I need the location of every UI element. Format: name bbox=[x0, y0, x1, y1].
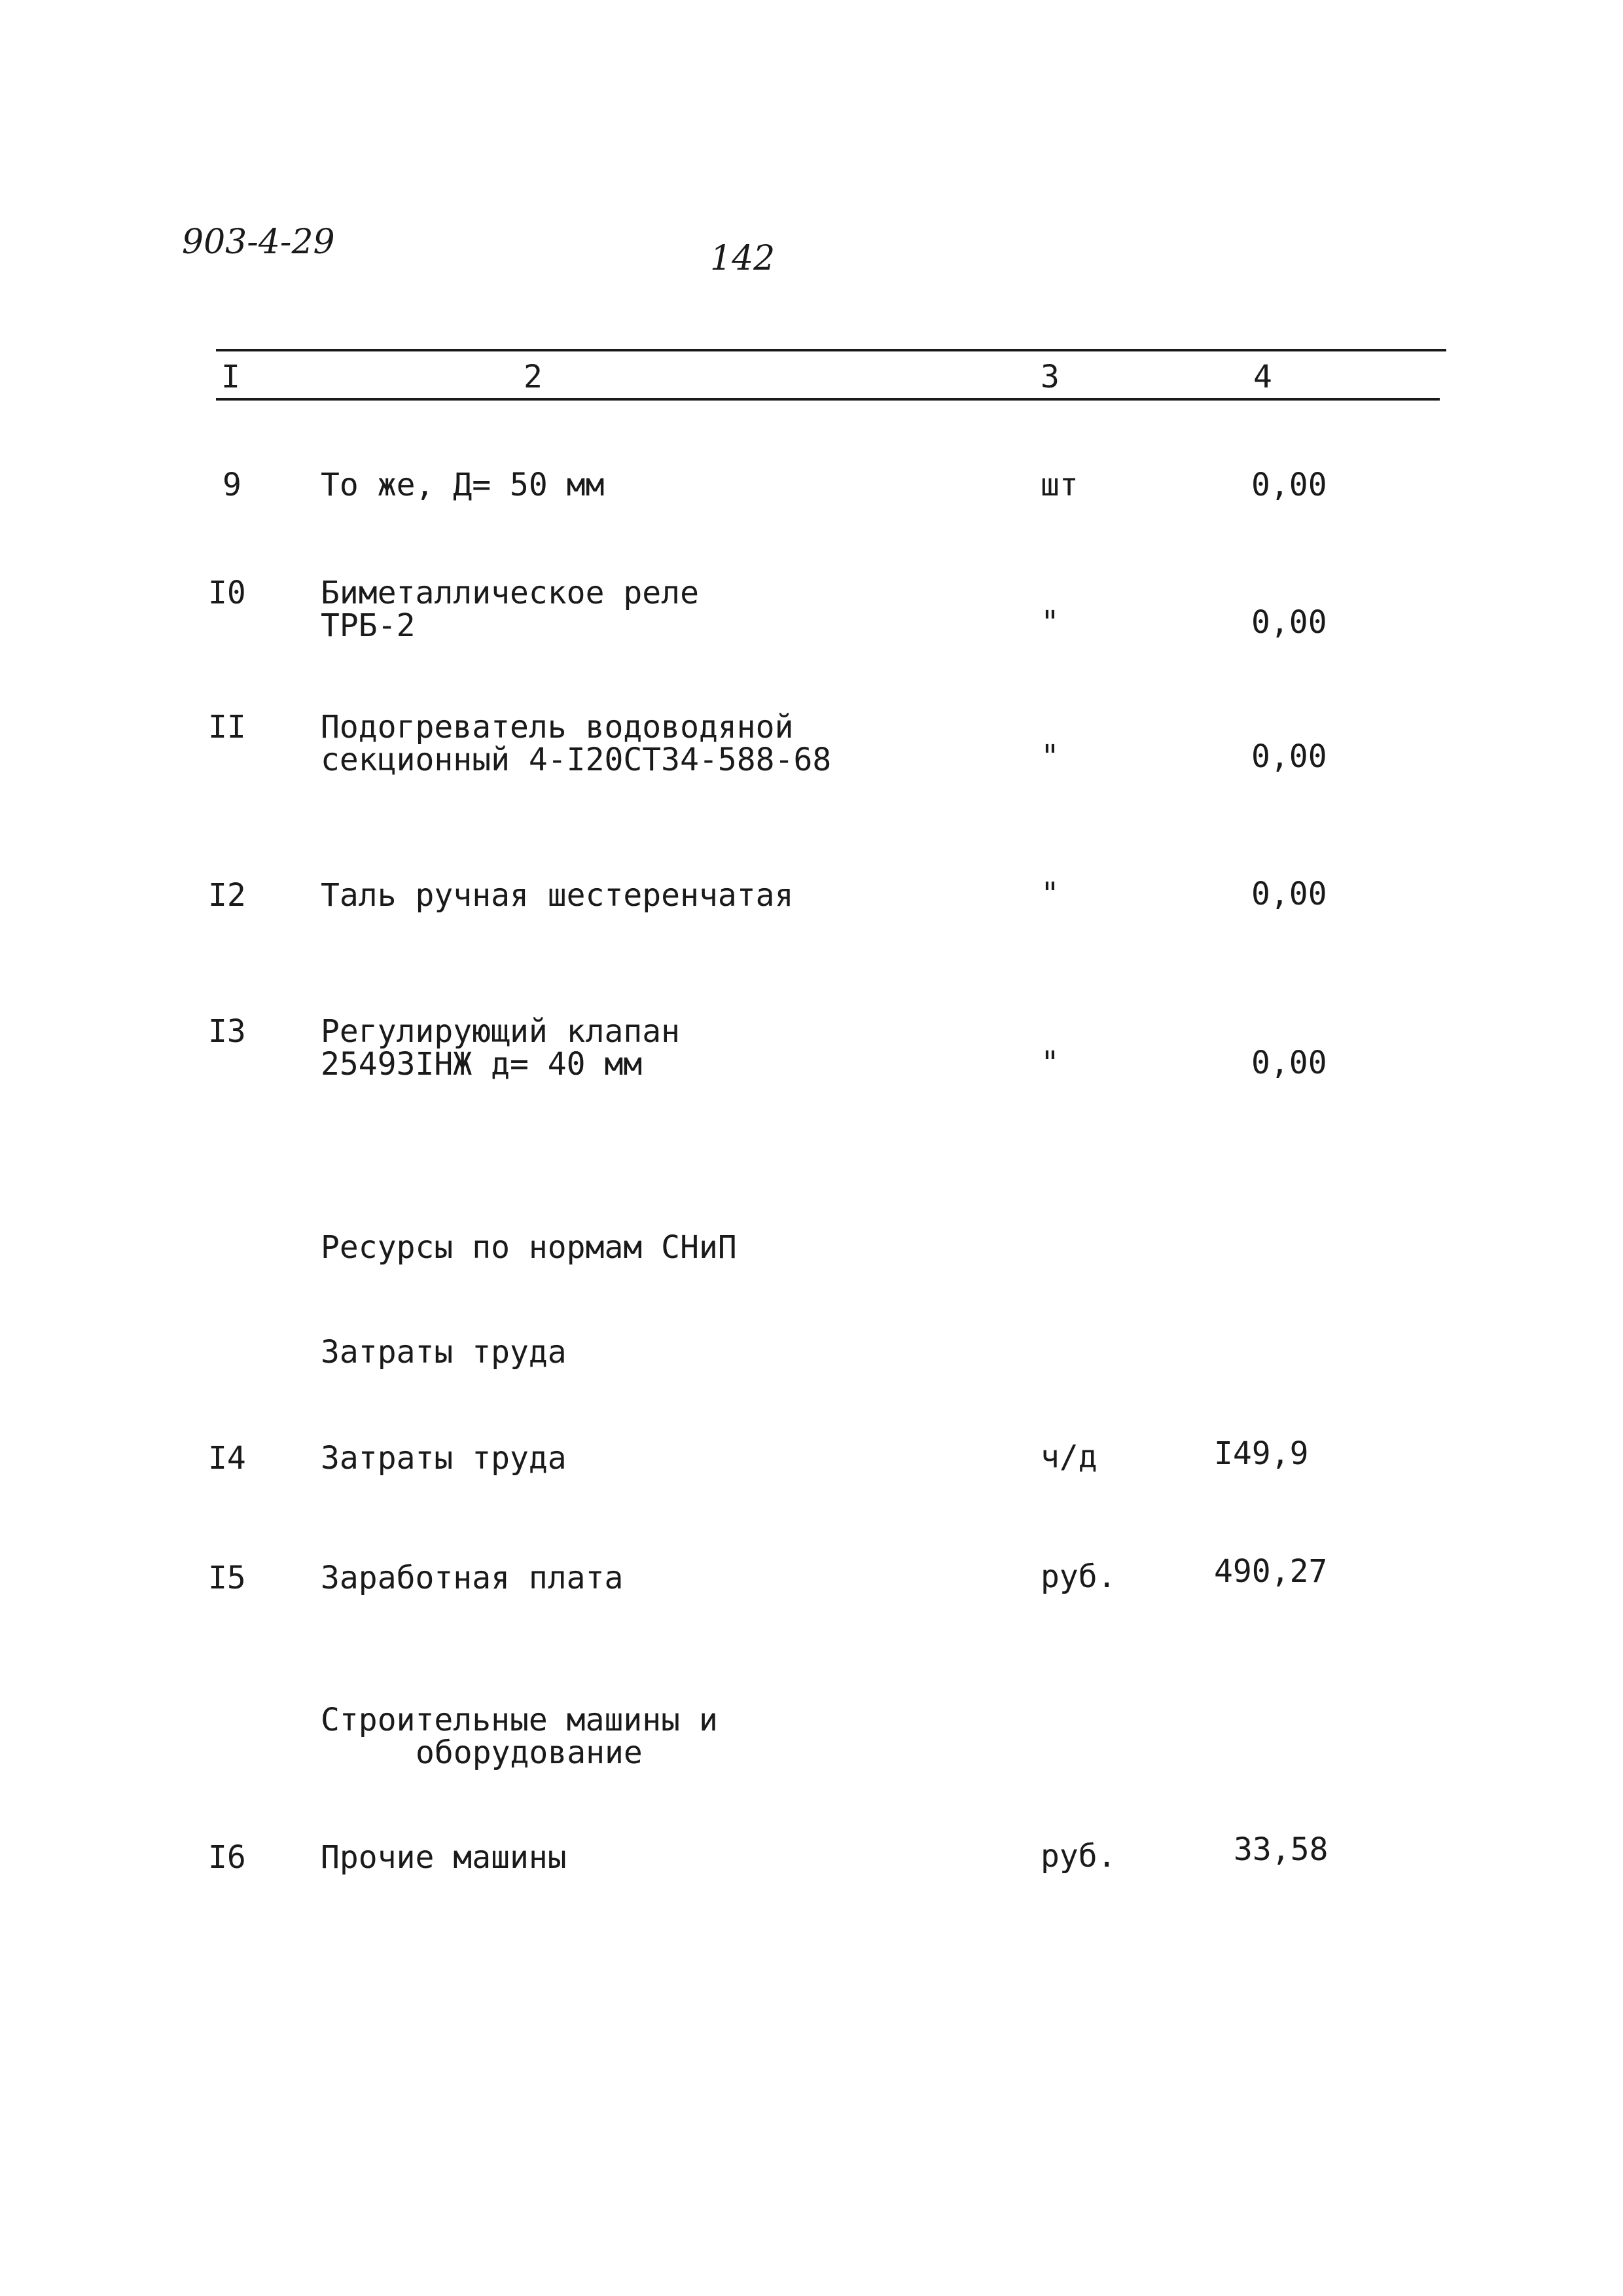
page-number: 142 bbox=[710, 239, 776, 278]
row-value: 0,00 bbox=[1251, 876, 1327, 912]
row-name: Затраты труда bbox=[321, 1440, 567, 1477]
column-header-2: 2 bbox=[524, 359, 543, 395]
row-name-line-1: Подогреватель водоводяной bbox=[321, 709, 794, 745]
row-name: Таль ручная шестеренчатая bbox=[321, 877, 794, 914]
row-number: I0 bbox=[208, 575, 246, 611]
row-number: II bbox=[208, 709, 246, 745]
section-heading-resources: Ресурсы по нормам СНиП bbox=[321, 1229, 737, 1266]
section-heading-machines-line-2: оборудование bbox=[416, 1734, 643, 1771]
row-number: I6 bbox=[208, 1839, 246, 1876]
row-unit: " bbox=[1041, 1045, 1060, 1081]
row-name: То же, Д= 50 мм bbox=[321, 467, 605, 503]
column-header-3: 3 bbox=[1041, 359, 1060, 395]
row-unit: ч/д bbox=[1041, 1439, 1097, 1475]
row-number: I4 bbox=[208, 1440, 246, 1477]
row-value: I49,9 bbox=[1214, 1435, 1309, 1472]
row-unit: руб. bbox=[1041, 1838, 1116, 1874]
row-number: I3 bbox=[208, 1013, 246, 1050]
row-name: Заработная плата bbox=[321, 1560, 624, 1596]
column-header-1: I bbox=[221, 359, 240, 395]
row-unit: " bbox=[1041, 876, 1060, 912]
row-value: 0,00 bbox=[1251, 604, 1327, 641]
row-name: Прочие машины bbox=[321, 1839, 567, 1876]
section-heading-labor: Затраты труда bbox=[321, 1334, 567, 1371]
row-name-line-2: 25493IНЖ д= 40 мм bbox=[321, 1046, 643, 1083]
header-top-rule bbox=[216, 349, 1446, 351]
row-unit: шт bbox=[1041, 467, 1079, 503]
row-number: I5 bbox=[208, 1560, 246, 1596]
row-name-line-2: секционный 4-I20СТ34-588-68 bbox=[321, 742, 832, 778]
row-unit: руб. bbox=[1041, 1558, 1116, 1595]
row-name-line-1: Регулирующий клапан bbox=[321, 1013, 681, 1050]
header-bottom-rule bbox=[216, 398, 1440, 401]
row-value: 0,00 bbox=[1251, 1045, 1327, 1081]
document-code: 903-4-29 bbox=[182, 223, 335, 262]
row-value: 0,00 bbox=[1251, 467, 1327, 503]
row-unit: " bbox=[1041, 604, 1060, 641]
row-number: 9 bbox=[223, 467, 241, 503]
section-heading-machines-line-1: Строительные машины и bbox=[321, 1702, 718, 1738]
row-number: I2 bbox=[208, 877, 246, 914]
row-value: 490,27 bbox=[1214, 1553, 1328, 1590]
row-unit: " bbox=[1041, 738, 1060, 775]
column-header-4: 4 bbox=[1253, 359, 1272, 395]
row-name-line-1: Биметаллическое реле bbox=[321, 575, 699, 611]
row-value: 33,58 bbox=[1234, 1831, 1329, 1868]
row-name-line-2: ТРБ-2 bbox=[321, 607, 416, 644]
row-value: 0,00 bbox=[1251, 738, 1327, 775]
